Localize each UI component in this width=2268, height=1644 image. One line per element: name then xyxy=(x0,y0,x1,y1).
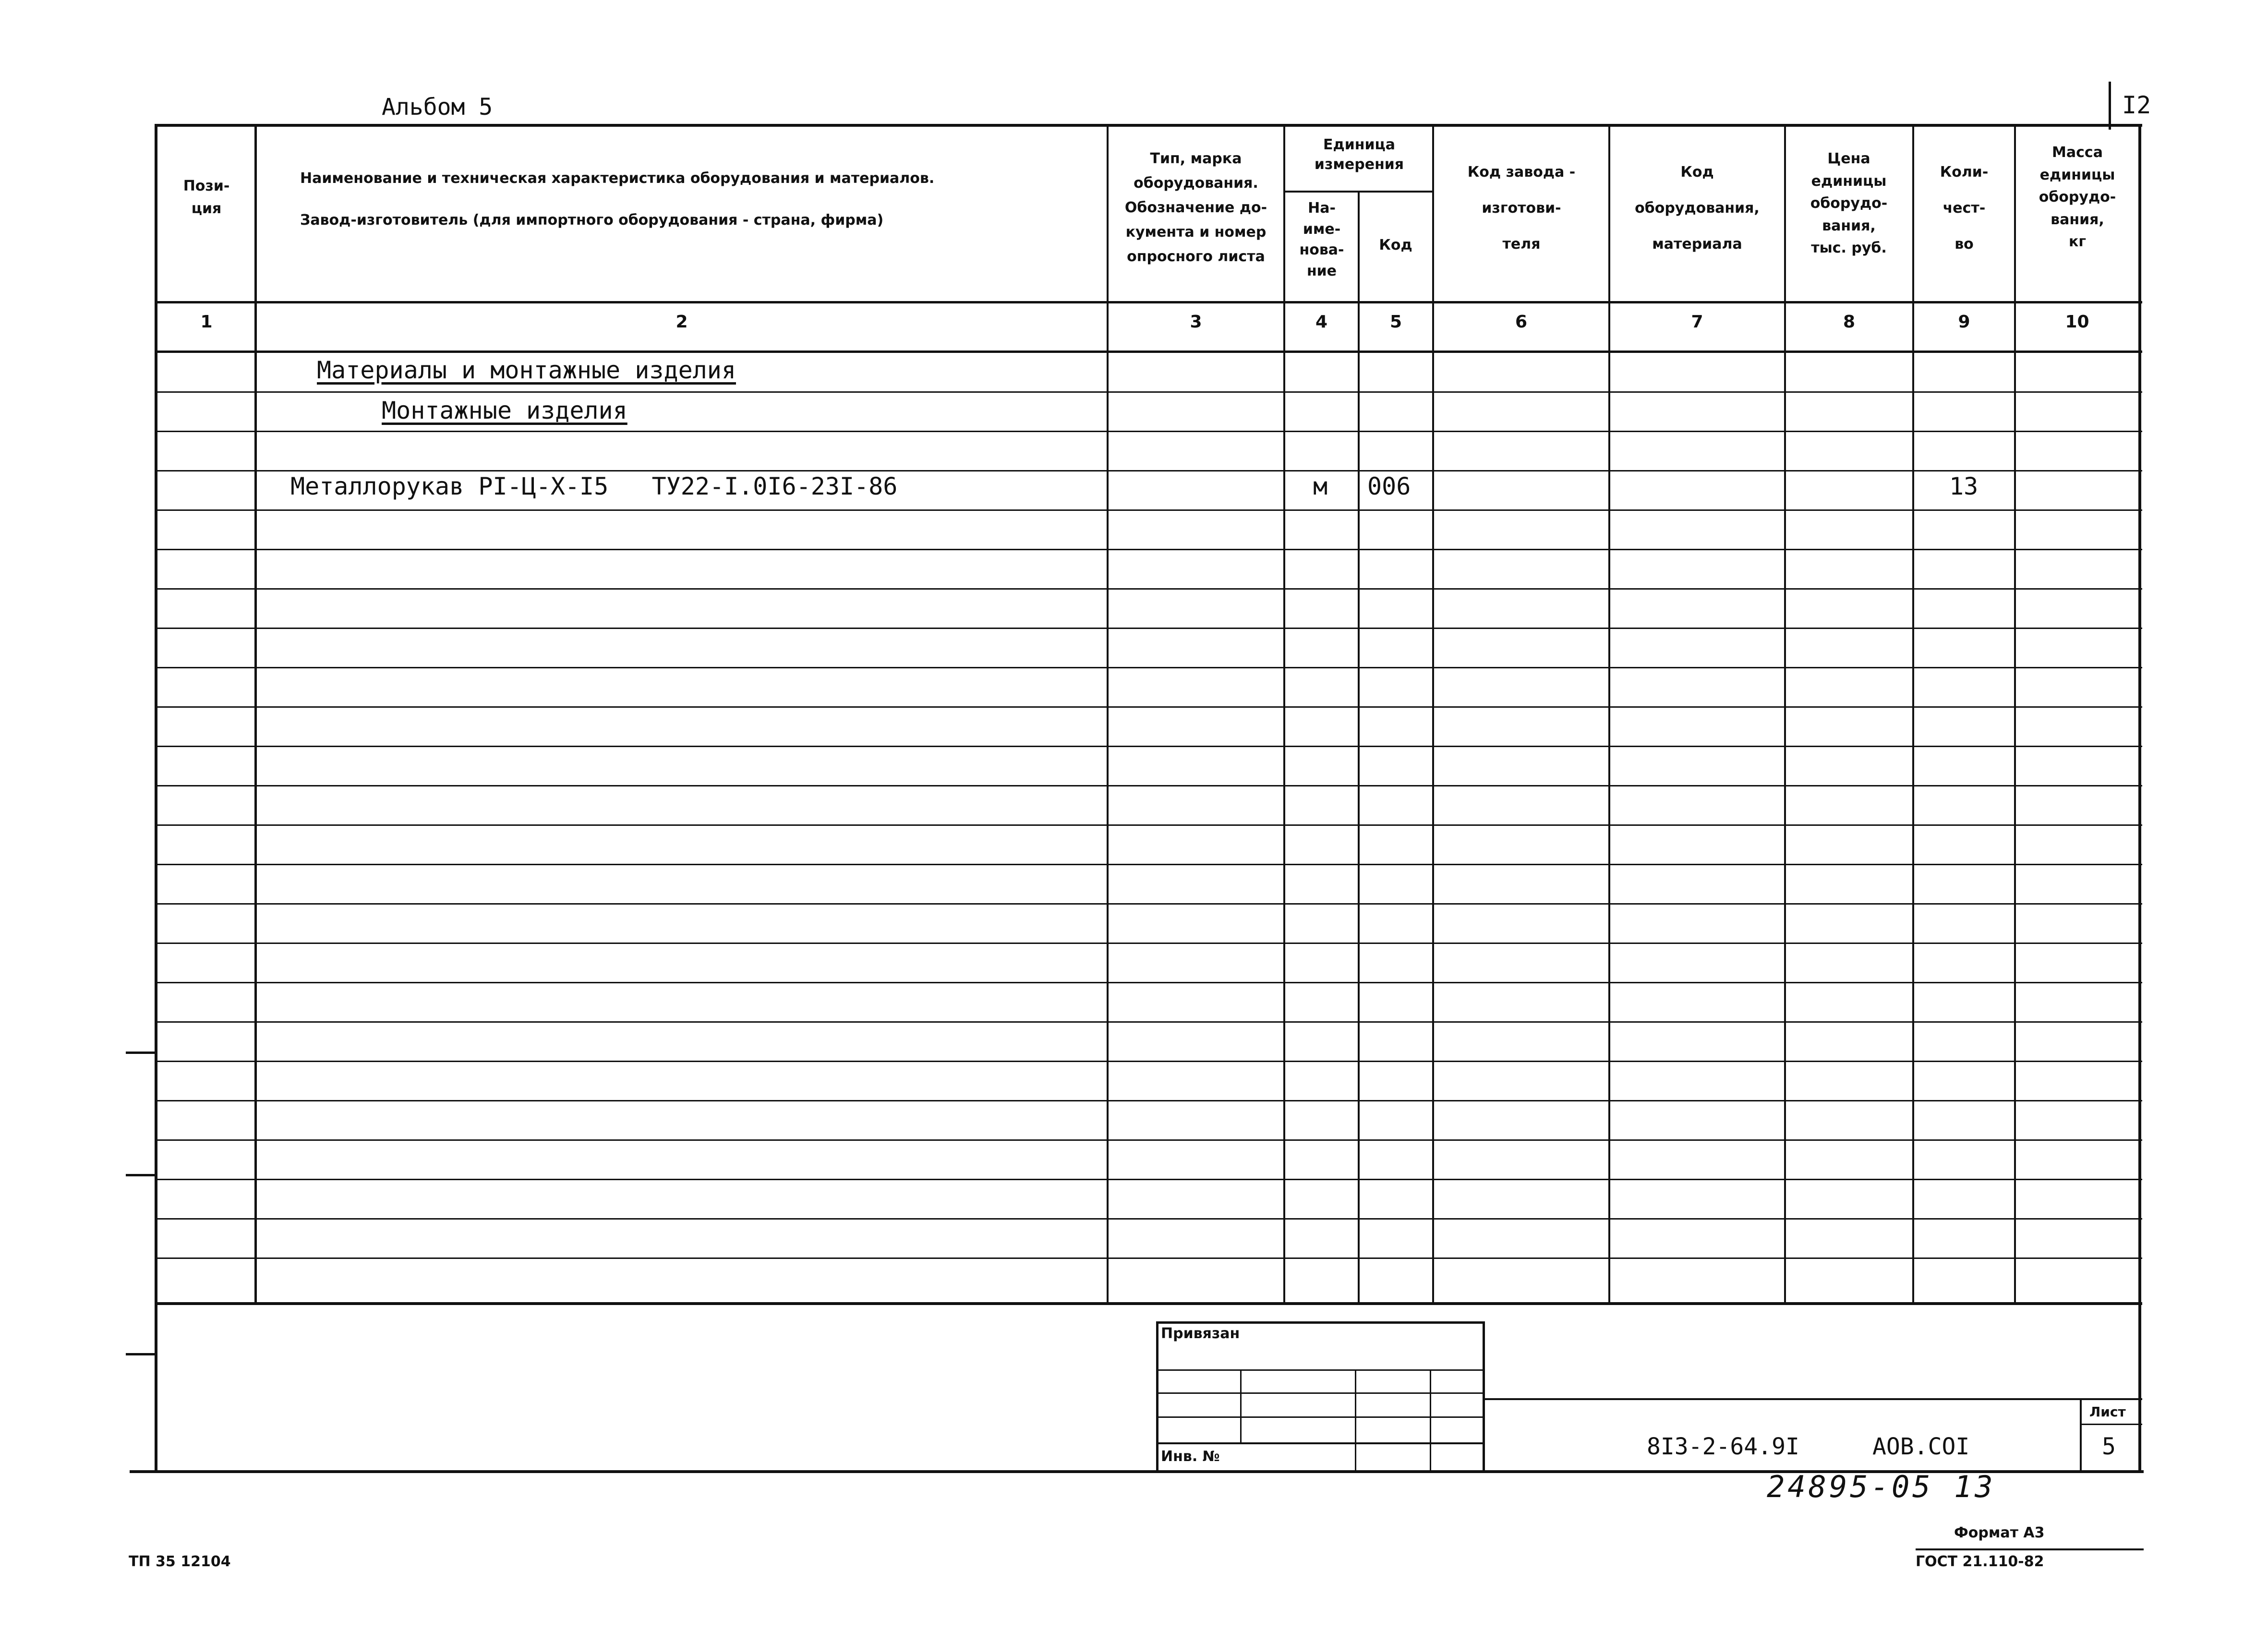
colnum-8: 8 xyxy=(1843,312,1856,332)
item-unit: м xyxy=(1313,472,1328,500)
album-label: Альбом 5 xyxy=(382,94,493,121)
stamp-attached-label: Привязан xyxy=(1161,1325,1240,1342)
colnum-5: 5 xyxy=(1389,312,1402,332)
colnum-4: 4 xyxy=(1315,312,1328,332)
header-equipment-code: Код оборудования, материала xyxy=(1635,164,1760,253)
colnum-6: 6 xyxy=(1515,312,1528,332)
colnum-2: 2 xyxy=(676,312,688,332)
colnum-7: 7 xyxy=(1691,312,1703,332)
header-mass: Масса единицы оборудо- вания, кг xyxy=(2039,144,2116,250)
item-name: Металлорукав PI-Ц-X-I5 ТУ22-I.0I6-23I-86 xyxy=(290,472,898,500)
colnum-9: 9 xyxy=(1958,312,1970,332)
footer-rule xyxy=(1916,1548,2144,1550)
colnum-1: 1 xyxy=(200,312,213,332)
header-price: Цена единицы оборудо- вания, тыс. руб. xyxy=(1810,150,1888,256)
header-type: Тип, марка оборудования. Обозначение до- кумента и номер опросного листа xyxy=(1124,150,1267,265)
sheet-label: Лист xyxy=(2089,1404,2126,1420)
margin-tick xyxy=(126,1052,156,1054)
header-position: Пози- ция xyxy=(183,178,230,217)
header-quantity: Коли- чест- во xyxy=(1940,164,1989,253)
header-plant-code: Код завода - изготови- теля xyxy=(1467,164,1576,253)
stamp-inventory-label: Инв. № xyxy=(1161,1448,1220,1465)
header-unit-name: На- име- нова- ние xyxy=(1299,200,1344,279)
section-title: Материалы и монтажные изделия xyxy=(317,356,736,384)
document-code: 8I3-2-64.9I xyxy=(1647,1433,1799,1460)
margin-tick xyxy=(126,1174,156,1176)
sheet-code: АОВ.СОI xyxy=(1872,1433,1970,1460)
page-number: I2 xyxy=(2122,91,2151,119)
margin-tick xyxy=(126,1353,156,1355)
header-name: Наименование и техническая характеристика оборудования и материалов. Завод-изготовитель (для импортного оборудования - страна, фирма) xyxy=(300,170,935,229)
sheet-number: 5 xyxy=(2102,1433,2116,1460)
colnum-10: 10 xyxy=(2065,312,2089,332)
footer-gost: ГОСТ 21.110-82 xyxy=(1916,1553,2044,1570)
footer-project-code: ТП 35 12104 xyxy=(129,1553,231,1570)
item-quantity: 13 xyxy=(1949,472,1978,500)
header-unit: Единица измерения xyxy=(1314,136,1404,173)
footer-format: Формат А3 xyxy=(1954,1524,2045,1541)
page-number-bar xyxy=(2109,82,2111,130)
subsection-title: Монтажные изделия xyxy=(382,397,627,424)
header-unit-code: Код xyxy=(1379,237,1412,254)
handwritten-number: 24895-05 13 xyxy=(1767,1469,1996,1504)
colnum-3: 3 xyxy=(1190,312,1202,332)
item-unit-code: 006 xyxy=(1367,472,1411,500)
